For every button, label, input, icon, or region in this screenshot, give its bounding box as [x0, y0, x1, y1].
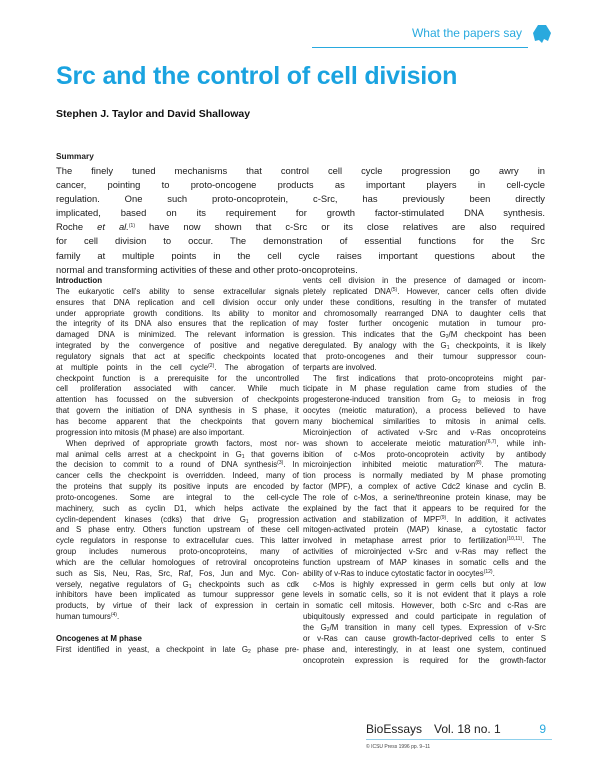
text-line: When deprived of appropriate growth factors, most nor- — [66, 438, 299, 448]
oocyte-paragraph — [303, 374, 546, 580]
text-line: First identified in yeast, a checkpoint in late $G_2$ phase pre- — [56, 644, 299, 655]
left-column — [56, 276, 299, 656]
text-line: terparts are involved. — [303, 362, 377, 372]
text-line: or v-Ras can cause growth-factor-deprived cells to enter S — [303, 633, 546, 643]
text-line: under appropriate growth conditions. Its ability to monitor — [56, 308, 299, 318]
text-line: Microinjection of activated v-Src and v-Ras oncoproteins — [303, 427, 546, 437]
text-line: progesterone-induced transition from $G_2$ to meiosis in frog — [303, 395, 546, 406]
text-line: oncoprotein expression is required for the growth-factor — [303, 655, 546, 665]
text-line: The first indications that proto-oncoproteins might par- — [313, 373, 546, 383]
section-header — [312, 22, 552, 50]
text-line: regulatory signals that act at specific checkpoints located — [56, 351, 299, 361]
text-line: progression into mitosis (M phase) are also important. — [56, 427, 245, 437]
oncogenes-heading: Oncogenes at M phase — [56, 633, 142, 643]
text-line: the decision to commit to a round of DNA synthesis$^{(3)}$. In — [56, 460, 299, 470]
text-line: Roche et al.$^{(1)}$ have now shown that c-Src or its close relatives are also required — [56, 221, 545, 233]
text-line: factor (MPF), a complex of active Cdc2 kinase and cyclin B. — [303, 482, 546, 492]
text-line: the integrity of its DNA also ensures that the replication of — [56, 319, 299, 329]
text-line: microinjection inhibited meiotic maturation$^{(8)}$. The matura- — [303, 460, 546, 470]
section-gap — [56, 623, 299, 634]
article-title: Src and the control of cell division — [56, 62, 458, 90]
text-line: which are the cellular homologues of retroviral oncoproteins — [56, 557, 299, 567]
text-line: The eukaryotic cell's ability to sense extracellular signals — [56, 286, 299, 296]
text-line: checkpoint function is a prerequisite for the uncontrolled — [56, 373, 299, 383]
text-line: such as Sis, Neu, Ras, Src, Raf, Fos, Jun and Myc. Con- — [56, 568, 299, 578]
text-line: tion process is normally mediated by M phase promoting — [303, 471, 546, 481]
text-line: ability of v-Ras to induce cytostatic factor in oocytes$^{(12)}$. — [303, 568, 495, 578]
text-line: levels in somatic cells, so it is not evident that it plays a role — [303, 590, 546, 600]
article-authors: Stephen J. Taylor and David Shalloway — [56, 108, 251, 120]
text-line: cell proliferation associated with cancer. While much — [56, 384, 299, 394]
text-line: versely, negative regulators of $G_1$ checkpoints such as cdk — [56, 579, 299, 590]
text-line: inhibitors have been implicated as tumour suppressor gene — [56, 590, 299, 600]
text-line: ensures that DNA replication and cell division occur only — [56, 297, 299, 307]
text-line: machinery, such as cyclin D1, which helps activate the — [56, 503, 299, 513]
text-line: implicated, based on its requirement for growth factor-stimulated DNA synthesis. — [56, 207, 545, 219]
text-line: under these conditions, resulting in the transfer of mutated — [303, 297, 546, 307]
text-line: The finely tuned mechanisms that control cell cycle progression go awry in — [56, 165, 545, 176]
text-line: attention has focussed on the subversion of checkpoints — [56, 395, 299, 405]
text-line: at multiple points in the cell cycle$^{(2)}$. The abrogation of — [56, 362, 299, 372]
text-line: oocytes (meiotic maturation), a process believed to have — [303, 406, 546, 416]
text-line: in somatic cell mitosis. However, both c-Src and c-Ras are — [303, 601, 546, 611]
text-line: pletely replicated DNA$^{(5)}$. However, cancer cells often divide — [303, 286, 546, 296]
text-line: group includes numerous proto-oncoproteins, many of — [56, 547, 299, 557]
text-line: that proto-oncogenes and their tumour suppressor coun- — [303, 351, 546, 361]
text-line: gression. This indicates that the $G_2/M$ checkpoint has been — [303, 330, 546, 341]
text-line: products, by virtue of their lack of expression in certain — [56, 601, 299, 611]
text-line: The role of c-Mos, a serine/threonine protein kinase, may be — [303, 492, 546, 502]
section-label: What the papers say — [411, 26, 522, 40]
text-line: normal and transforming activities of these and other proto-oncoproteins. — [56, 263, 358, 275]
text-line: phase and, interestingly, in at least one system, continued — [303, 644, 546, 654]
text-line: cancer cells the checkpoint is overridden. Indeed, many of — [56, 471, 299, 481]
introduction-heading: Introduction — [56, 276, 103, 285]
text-line: regulation. One such proto-oncoprotein, c-Src, has previously been directly — [56, 193, 545, 205]
copyright-notice: © ICSU Press 1996 pp. 9–11 — [366, 744, 431, 750]
text-line: explained by the fact that it appears to be required for the — [303, 503, 546, 513]
text-line: that govern the initiation of DNA synthesis in S phase, it — [56, 406, 299, 416]
text-line: mitogen-activated protein (MAP) kinase, a cytostatic factor — [303, 525, 546, 535]
text-line: deregulated. By analogy with the $G_1$ checkpoints, it is likely — [303, 341, 546, 352]
text-line: and S phase entry. Others function upstream of these cell — [56, 525, 299, 535]
text-line: function upstream of MAP kinases in somatic cells and the — [303, 557, 546, 567]
page-footer — [366, 722, 552, 742]
text-line: ubiquitously expressed and could participate in regulation of — [303, 612, 546, 622]
text-line: has become apparent that the checkpoints that govern — [56, 416, 299, 426]
text-line: the proteins that supply its positive inputs are encoded by — [56, 482, 299, 492]
right-column — [303, 276, 546, 666]
text-line: integrated by the convergence of positive and negative — [56, 341, 299, 351]
continued-paragraph — [303, 276, 546, 374]
cancer-checkpoint-paragraph — [56, 439, 299, 623]
c-mos-paragraph — [303, 580, 546, 667]
text-line: activities of microinjected v-Src and v-Ras may reflect the — [303, 547, 546, 557]
text-line: proto-oncogenes. Some are integral to the cell-cycle — [56, 492, 299, 502]
text-line: cycle regulators in response to extracellular cues. This latter — [56, 536, 299, 546]
summary-heading: Summary — [56, 151, 94, 161]
text-line: may foster further oncogenic mutation in tumour pro- — [303, 319, 546, 329]
text-line: many biochemical similarities to mitosis in animal cells. — [303, 416, 546, 426]
page-number: 9 — [539, 722, 546, 736]
text-line: vents cell division in the presence of damaged or incom- — [303, 276, 546, 285]
text-line: involved in metaphase arrest prior to fertilization$^{(10,11)}$. The — [303, 536, 546, 546]
text-line: and chromosomally rearranged DNA to daughter cells that — [303, 308, 546, 318]
footer-rule — [366, 739, 552, 740]
text-line: family at multiple points in the cell cycle raises important questions about the — [56, 249, 545, 261]
text-line: activation and stabilization of MPF$^{(9)}$. In addition, it activates — [303, 514, 546, 524]
text-line: ibition of c-Mos proto-oncoprotein activity by antibody — [303, 449, 546, 459]
text-line: cyclin-dependent kinases (cdks) that drive $G_1$ progression — [56, 514, 299, 525]
intro-paragraph — [56, 287, 299, 439]
text-line: was shown to accelerate meiotic maturation$^{(6,7)}$, while inh- — [303, 438, 546, 448]
text-line: cancer, pointing to proto-oncogene products as important players in cell-cycle — [56, 179, 545, 191]
summary-body — [56, 164, 545, 277]
text-line: mal animal cells arrest at a checkpoint in $G_1$ that governs — [56, 449, 299, 460]
text-line: human tumours$^{(4)}$. — [56, 612, 120, 622]
text-line: the $G_2/M$ transition in many cell types. Expression of v-Src — [303, 623, 546, 633]
header-rule — [312, 47, 528, 48]
text-line: damaged DNA is minimized. The relevant information is — [56, 330, 299, 340]
journal-volume: Vol. 18 no. 1 — [434, 722, 501, 736]
text-line: ticipate in M phase regulation came from studies of the — [303, 384, 546, 394]
text-line: c-Mos is highly expressed in germ cells but only at low — [313, 579, 546, 589]
oncogenes-paragraph — [56, 645, 299, 656]
hexagon-logo-icon — [532, 24, 552, 44]
text-line: for cell division to occur. The demonstration of essential functions for the Src — [56, 235, 545, 247]
journal-name: BioEssays — [366, 722, 423, 736]
